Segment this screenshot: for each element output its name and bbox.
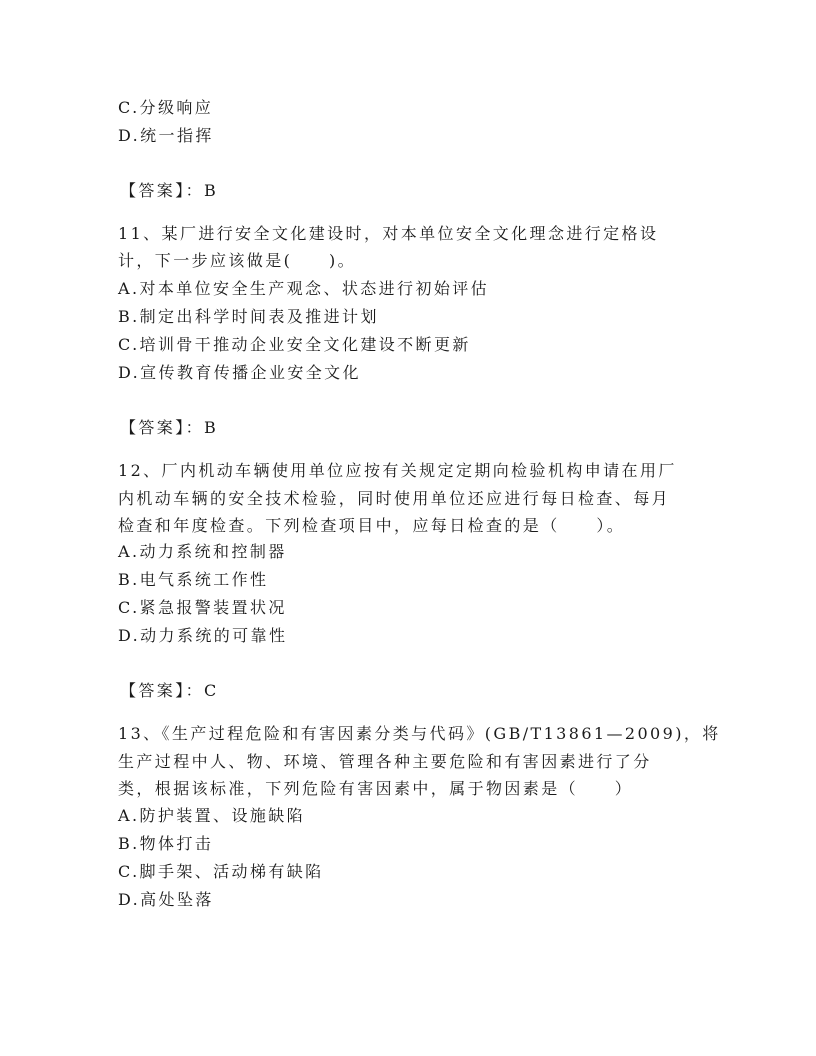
option-c: C.紧急报警装置状况 [118, 598, 287, 617]
answer-label: 【答案】：B [120, 418, 219, 437]
option-d: D.高处坠落 [118, 890, 214, 909]
answer-label: 【答案】：C [120, 681, 219, 700]
option-d: D.统一指挥 [118, 126, 214, 145]
question-text: 计，下一步应该做是( )。 [118, 251, 357, 270]
option-c: C.分级响应 [118, 98, 214, 117]
question-text: 生产过程中人、物、环境、管理各种主要危险和有害因素进行了分 [118, 752, 652, 771]
option-d: D.宣传教育传播企业安全文化 [118, 363, 361, 382]
answer-label: 【答案】：B [120, 181, 219, 200]
option-a: A.防护装置、设施缺陷 [118, 806, 306, 825]
option-a: A.对本单位安全生产观念、状态进行初始评估 [118, 279, 490, 298]
question-text: 12、厂内机动车辆使用单位应按有关规定定期向检验机构申请在用厂 [118, 461, 677, 480]
question-text: 检查和年度检查。下列检查项目中，应每日检查的是（ ）。 [118, 516, 626, 535]
option-d: D.动力系统的可靠性 [118, 626, 288, 645]
option-c: C.培训骨干推动企业安全文化建设不断更新 [118, 335, 471, 354]
question-text: 11、某厂进行安全文化建设时，对本单位安全文化理念进行定格设 [118, 224, 659, 243]
question-text: 13、《生产过程危险和有害因素分类与代码》(GB/T13861—2009)，将 [118, 724, 721, 743]
option-b: B.物体打击 [118, 834, 214, 853]
question-text: 类，根据该标准，下列危险有害因素中，属于物因素是（ ） [118, 779, 634, 798]
option-a: A.动力系统和控制器 [118, 542, 287, 561]
question-text: 内机动车辆的安全技术检验，同时使用单位还应进行每日检查、每月 [118, 489, 671, 508]
option-c: C.脚手架、活动梯有缺陷 [118, 862, 324, 881]
option-b: B.电气系统工作性 [118, 570, 269, 589]
option-b: B.制定出科学时间表及推进计划 [118, 307, 379, 326]
